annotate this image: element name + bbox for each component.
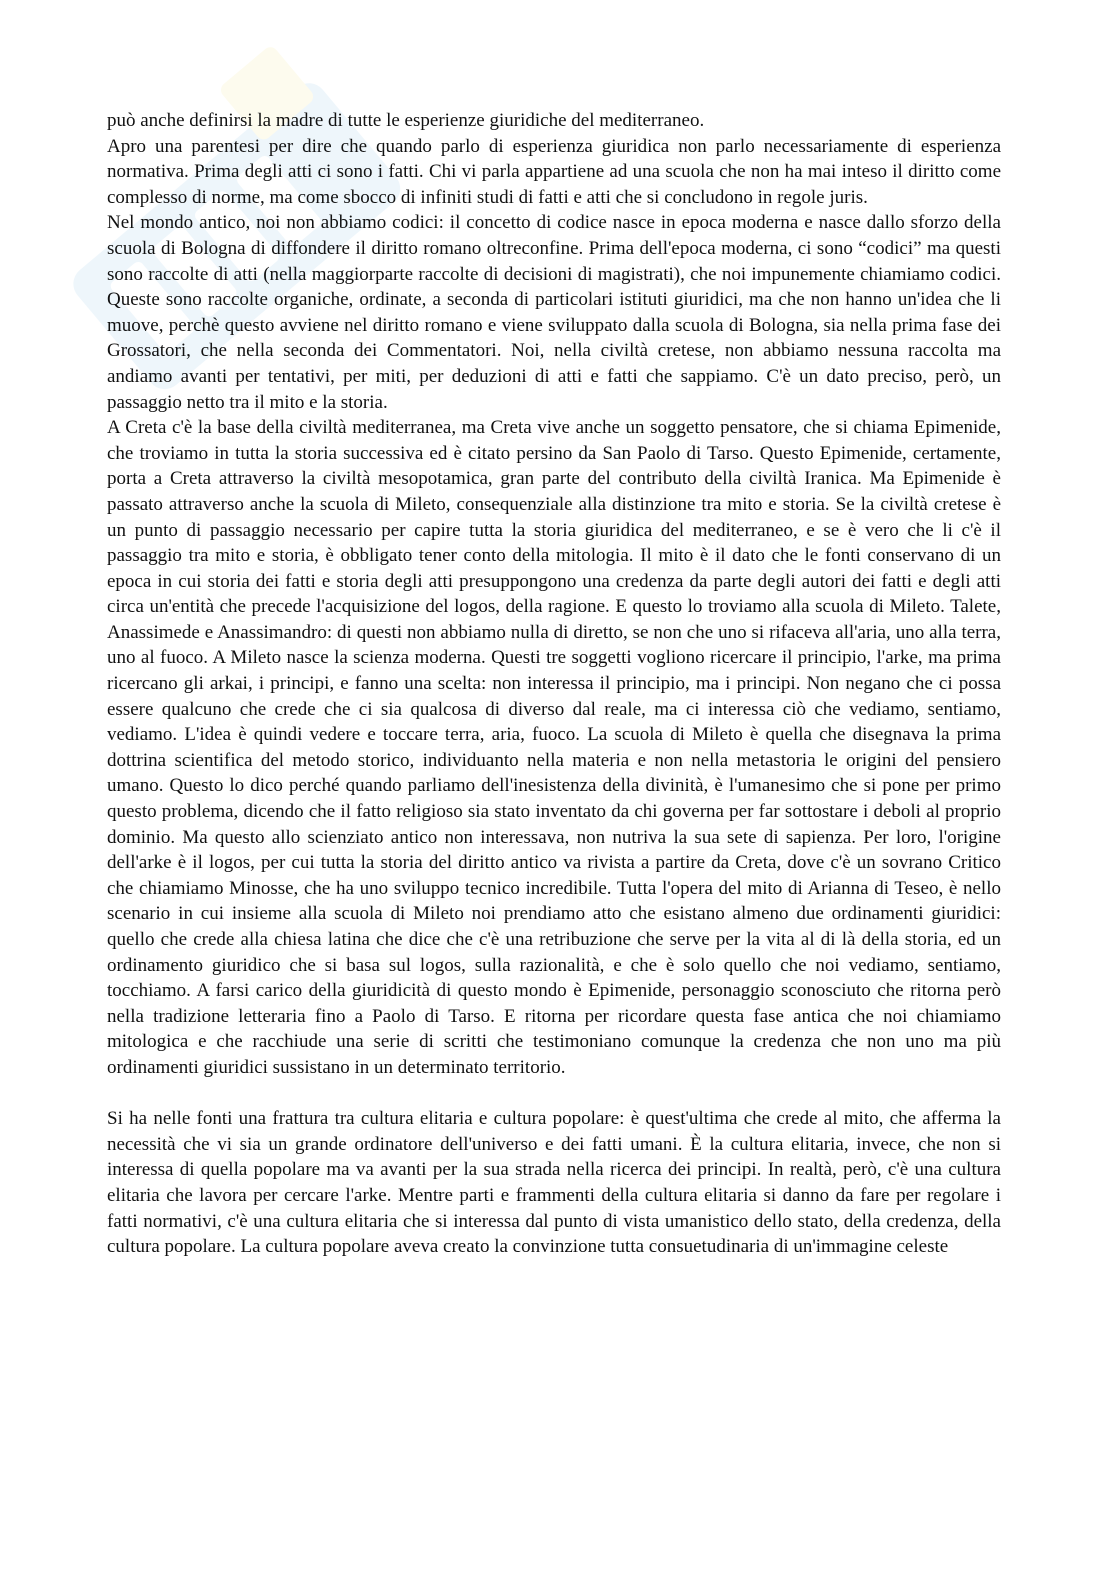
paragraph-1: può anche definirsi la madre di tutte le esperienze giuridiche del mediterraneo.	[107, 110, 705, 131]
paragraph-2: Apro una parentesi per dire che quando parlo di esperienza giuridica non parlo necessariamente di esperienza normativa. Prima degli atti ci sono i fatti. Chi vi parla appartiene ad una scuola che non ha mai inteso il diritto come complesso di norme, ma come sbocco di infiniti studi di fatti e atti che si concludono in regole juris.	[107, 135, 1001, 208]
paragraph-3: Nel mondo antico, noi non abbiamo codici: il concetto di codice nasce in epoca moderna e nasce dallo sforzo della scuola di Bologna di diffondere il diritto romano oltreconfine. Prima dell'epoca moderna, ci sono “codici” ma questi sono raccolte di atti (nella maggiorparte raccolte di decisioni di magistrati), che noi impunemente chiamiamo codici. Queste sono raccolte organiche, ordinate, a seconda di particolari istituti giuridici, ma che non hanno un'idea che li muove, perchè questo avviene nel diritto romano e viene sviluppato dalla scuola di Bologna, sia nella prima fase dei Grossatori, che nella seconda dei Commentatori. Noi, nella civiltà cretese, non abbiamo nessuna raccolta ma andiamo avanti per tentativi, per miti, per deduzioni di atti e fatti che sappiamo. C'è un dato preciso, però, un passaggio netto tra il mito e la storia.	[107, 212, 1001, 413]
document-body	[107, 108, 1001, 1260]
paragraph-5: Si ha nelle fonti una frattura tra cultura elitaria e cultura popolare: è quest'ultima che crede al mito, che afferma la necessità che vi sia un grande ordinatore dell'universo e dei fatti umani. È la cultura elitaria, invece, che non si interessa di quella popolare ma va avanti per la sua strada nella ricerca dei principi. In realtà, però, c'è una cultura elitaria che lavora per cercare l'arke. Mentre parti e frammenti della cultura elitaria si danno da fare per regolare i fatti normativi, c'è una cultura elitaria che si interessa dal punto di vista umanistico dello stato, della credenza, della cultura popolare. La cultura popolare aveva creato la convinzione tutta consuetudinaria di un'immagine celeste	[107, 1108, 1001, 1258]
paragraph-4: A Creta c'è la base della civiltà mediterranea, ma Creta vive anche un soggetto pensatore, che si chiama Epimenide, che troviamo in tutta la storia successiva ed è citato persino da San Paolo di Tarso. Questo Epimenide, certamente, porta a Creta attraverso la civiltà mesopotamica, gran parte del contributo della civiltà Iranica. Ma Epimenide è passato attraverso anche la scuola di Mileto, consequenziale alla distinzione tra mito e storia. Se la civiltà cretese è un punto di passaggio necessario per capire tutta la storia giuridica del mediterraneo, e se è vero che li c'è il passaggio tra mito e storia, è obbligato tener conto della mitologia. Il mito è il dato che le fonti conservano di un epoca in cui storia dei fatti e storia degli atti presuppongono una credenza da parte degli autori dei fatti e degli atti circa un'entità che precede l'acquisizione del logos, della ragione. E questo lo troviamo alla scuola di Mileto. Talete, Anassimede e Anassimandro: di questi non abbiamo nulla di diretto, se non che uno si rifaceva all'aria, uno alla terra, uno al fuoco. A Mileto nasce la scienza moderna. Questi tre soggetti vogliono ricercare il principio, l'arke, ma prima ricercano gli arkai, i principi, e fanno una scelta: non interessa il principio, ma i principi. Non negano che ci possa essere qualcuno che crede che ci sia qualcosa di diverso dal reale, ma ci interessa ciò che vediamo, sentiamo, vediamo. L'idea è quindi vedere e toccare terra, aria, fuoco. La scuola di Mileto è quella che disegnava la prima dottrina scientifica del metodo storico, individuanto nella materia e non nella metastoria le origini del pensiero umano. Questo lo dico perché quando parliamo dell'inesistenza della divinità, è l'umanesimo che si pone per primo questo problema, dicendo che il fatto religioso sia stato inventato da chi governa per far sottostare i deboli al proprio dominio. Ma questo allo scienziato antico non interessava, non nutriva la sua sete di sapienza. Per loro, l'origine dell'arke è il logos, per cui tutta la storia del diritto antico va rivista a partire da Creta, dove c'è un sovrano Critico che chiamiamo Minosse, che ha uno sviluppo tecnico incredibile. Tutta l'opera del mito di Arianna di Teseo, è nello scenario in cui insieme alla scuola di Mileto noi prendiamo atto che esistano almeno due ordinamenti giuridici: quello che crede alla chiesa latina che dice che c'è una retribuzione che serve per la vita al di là della storia, ed un ordinamento giuridico che si basa sul logos, sulla razionalità, e che è solo quello che noi vediamo, sentiamo, tocchiamo. A farsi carico della giuridicità di questo mondo è Epimenide, personaggio sconosciuto che ritorna però nella tradizione letteraria fino a Paolo di Tarso. E ritorna per ricordare questa fase antica che noi chiamiamo mitologica e che racchiude una serie di scritti che testimoniano comunque la credenza che non uno ma più ordinamenti giuridici sussistano in un determinato territorio.	[107, 417, 1001, 1078]
